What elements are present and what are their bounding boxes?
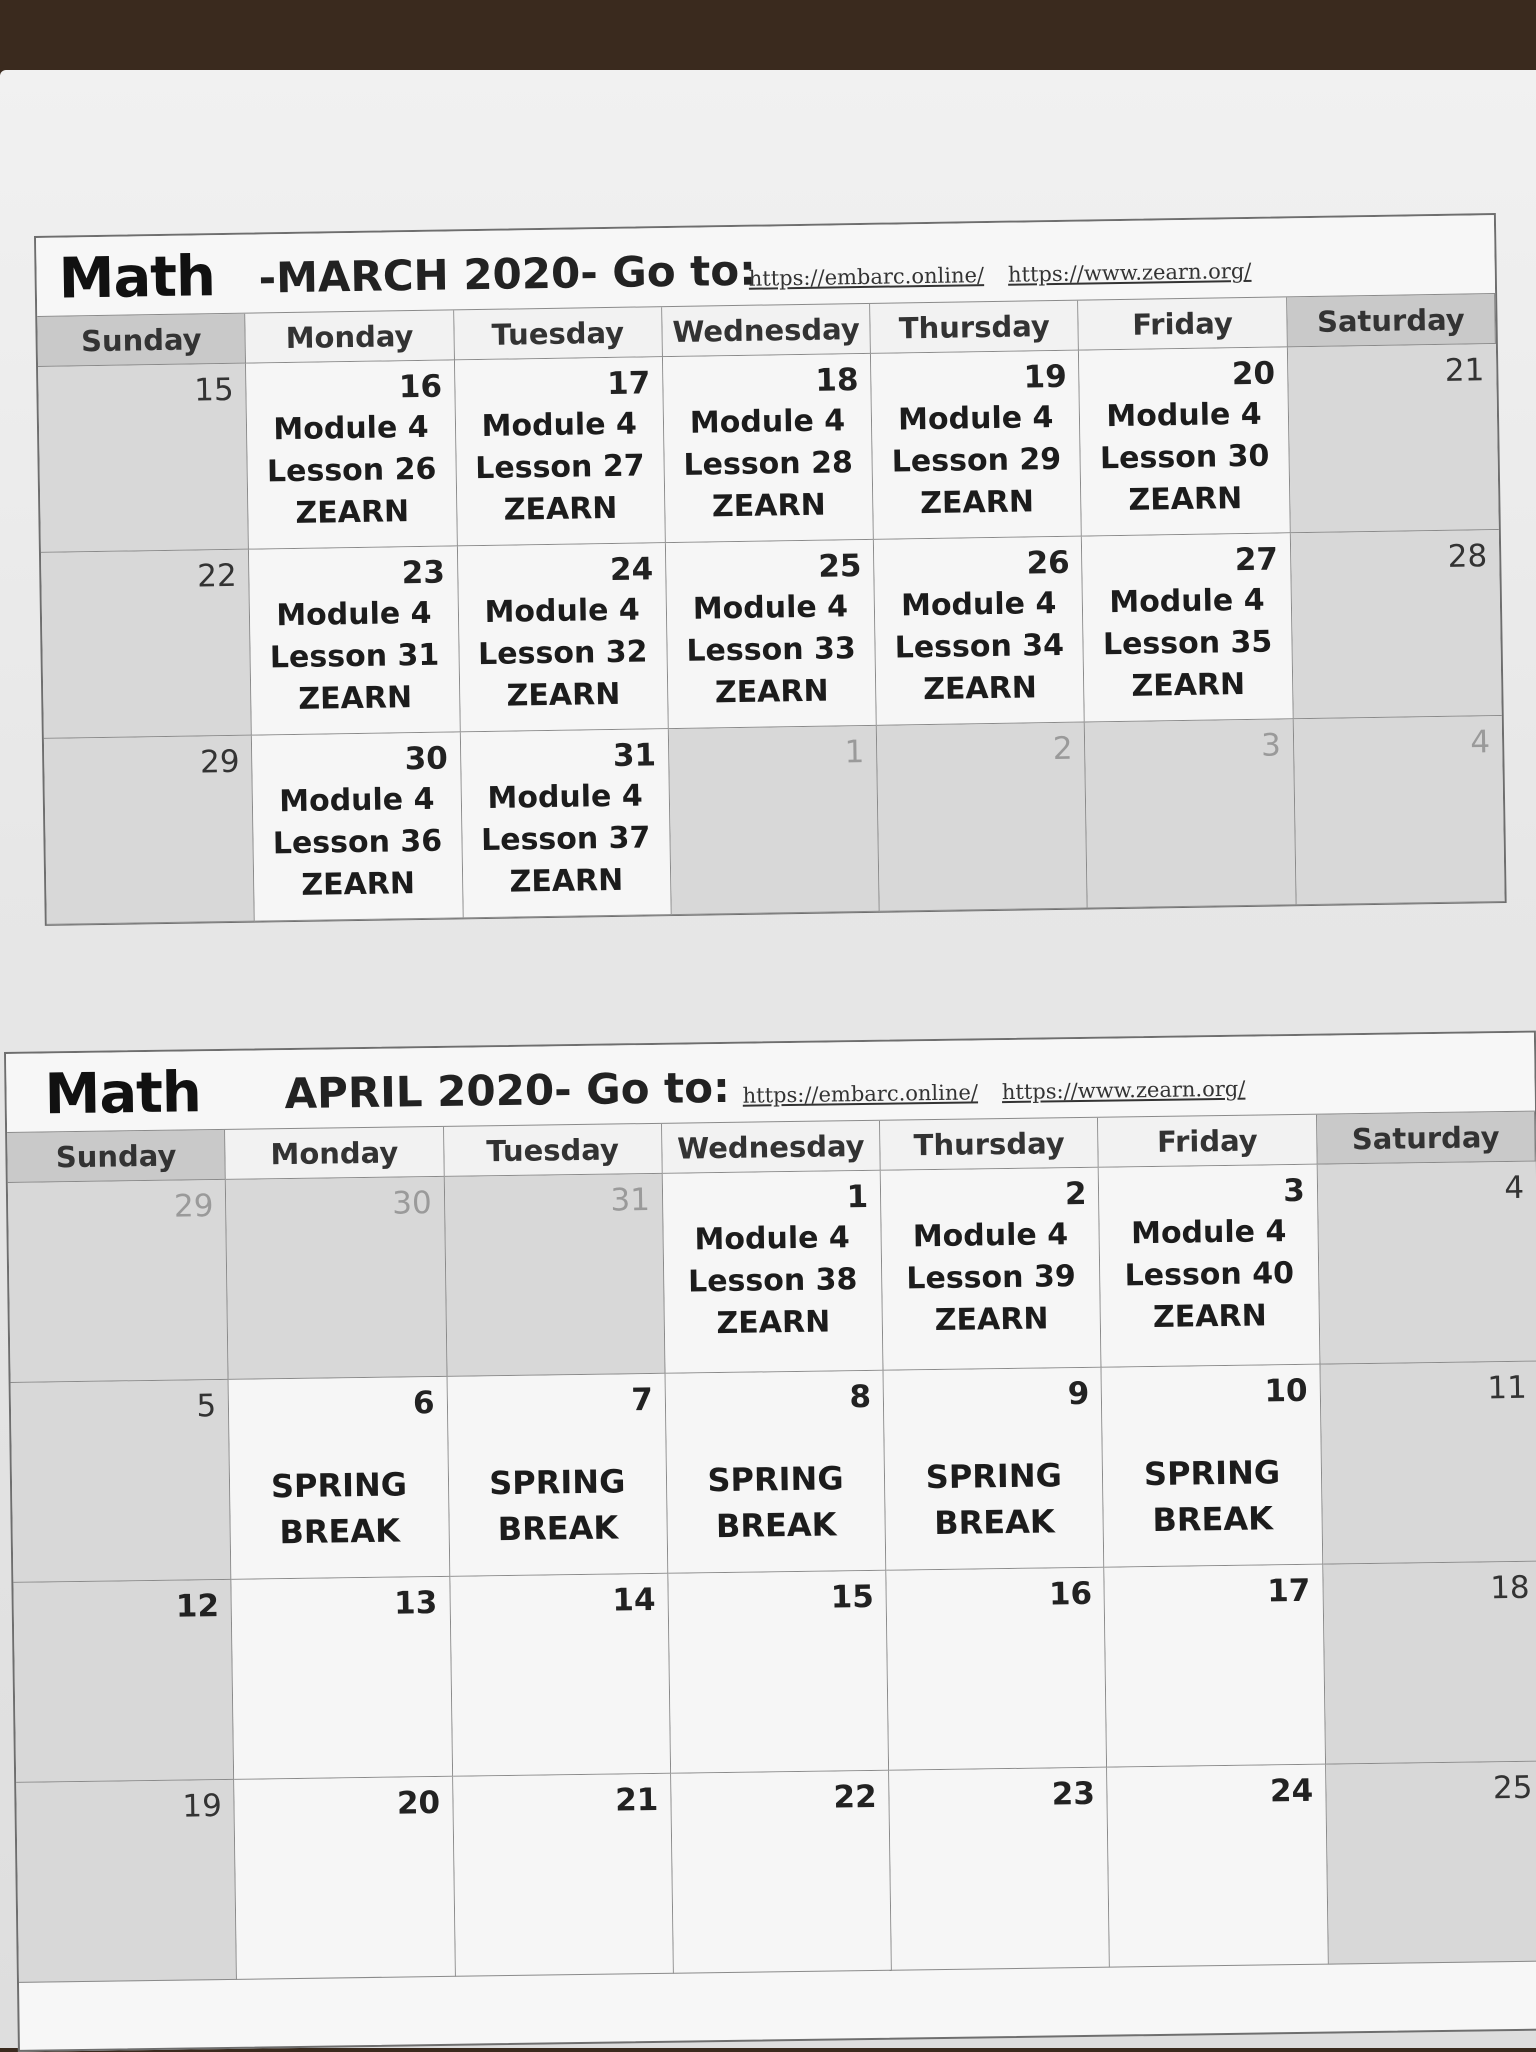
april-day-cell (1317, 1162, 1536, 1365)
assignment-line: ZEARN (922, 670, 1038, 708)
day-number: 20 (396, 1784, 441, 1822)
lesson-assignment (458, 589, 667, 718)
spring-break-note (1103, 1449, 1322, 1544)
april-zearn-link[interactable]: https://www.zearn.org/ (1001, 1076, 1246, 1105)
march-day-cell (455, 357, 666, 546)
march-day-cell (252, 732, 463, 921)
day-number: 23 (1051, 1775, 1096, 1813)
day-number: 19 (182, 1788, 223, 1825)
day-number: 20 (1231, 355, 1276, 393)
march-calendar (34, 213, 1507, 926)
lesson-assignment (461, 775, 670, 904)
day-number: 22 (833, 1778, 877, 1816)
april-day-cell (1320, 1362, 1536, 1565)
march-weekday-saturday: Saturday (1287, 294, 1496, 347)
day-number: 1 (846, 1178, 869, 1216)
day-number: 31 (610, 1181, 651, 1219)
april-weekday-thursday: Thursday (880, 1118, 1099, 1171)
day-number: 18 (1489, 1569, 1530, 1607)
march-day-cell (38, 364, 249, 553)
march-day-cell (457, 543, 668, 732)
april-day-cell (229, 1377, 450, 1580)
april-day-cell (11, 1380, 232, 1583)
day-number: 11 (1487, 1369, 1528, 1407)
assignment-line: ZEARN (711, 487, 826, 525)
assignment-line: Module 4 (689, 403, 846, 441)
day-number: 17 (606, 365, 651, 403)
day-number: 3 (1260, 727, 1282, 764)
march-day-cell (1291, 530, 1502, 719)
march-day-cell (1288, 344, 1499, 533)
assignment-line: Module 4 (273, 409, 429, 448)
lesson-assignment (882, 1214, 1101, 1343)
april-day-cell (1099, 1165, 1320, 1368)
april-calendar (4, 1031, 1536, 2052)
spring-break-note (885, 1452, 1104, 1547)
march-day-cell (1079, 347, 1290, 536)
april-weekday-monday: Monday (225, 1127, 444, 1180)
assignment-line: Lesson 27 (474, 448, 645, 487)
assignment-line: Lesson 35 (1102, 624, 1273, 663)
assignment-line: ZEARN (716, 1304, 831, 1342)
day-number: 3 (1282, 1172, 1306, 1210)
march-subject-label: Math (58, 244, 216, 312)
april-weekday-friday: Friday (1098, 1115, 1317, 1168)
day-number: 30 (404, 740, 449, 778)
april-day-cell (226, 1177, 447, 1380)
april-day-cell (8, 1180, 229, 1383)
april-day-cell (665, 1371, 886, 1574)
day-number: 2 (1064, 1175, 1087, 1213)
lesson-assignment (1080, 393, 1289, 522)
assignment-line: Module 4 (487, 778, 643, 816)
day-number: 29 (199, 743, 240, 781)
day-number: 13 (393, 1585, 438, 1622)
spring-break-note (230, 1461, 449, 1556)
assignment-line: Lesson 32 (477, 634, 648, 673)
day-number: 16 (1048, 1575, 1093, 1613)
april-day-cell (671, 1771, 892, 1974)
assignment-line: Module 4 (276, 595, 432, 634)
march-day-cell (249, 546, 460, 735)
april-day-cell (1323, 1562, 1536, 1765)
day-number: 4 (1470, 724, 1491, 761)
april-day-cell (16, 1780, 237, 1983)
assignment-line: Lesson 26 (266, 451, 437, 490)
assignment-line: ZEARN (1128, 481, 1243, 518)
assignment-line: Lesson 28 (683, 445, 854, 483)
assignment-line: BREAK (715, 1505, 837, 1546)
assignment-line: Lesson 33 (686, 631, 857, 669)
day-number: 31 (612, 737, 657, 774)
april-day-cell (881, 1168, 1102, 1371)
assignment-line: Lesson 40 (1124, 1256, 1295, 1294)
assignment-line: Module 4 (694, 1220, 851, 1258)
march-day-cell (41, 550, 252, 739)
april-weekday-tuesday: Tuesday (444, 1124, 663, 1177)
march-weekday-monday: Monday (246, 310, 455, 363)
day-number: 24 (609, 551, 654, 588)
march-day-cell (246, 360, 457, 549)
assignment-line: ZEARN (301, 866, 416, 903)
april-day-cell (444, 1174, 665, 1377)
april-day-cell (1108, 1765, 1329, 1968)
march-links (749, 259, 1252, 291)
march-day-cell (460, 729, 671, 918)
april-day-cell (668, 1571, 889, 1774)
march-day-cell (669, 726, 880, 915)
day-number: 15 (193, 371, 235, 409)
april-day-grid (8, 1162, 1536, 1983)
assignment-line: BREAK (279, 1511, 401, 1552)
march-zearn-link[interactable]: https://www.zearn.org/ (1007, 258, 1252, 287)
april-embarc-link[interactable]: https://embarc.online/ (742, 1080, 979, 1108)
march-weekday-friday: Friday (1079, 297, 1288, 350)
lesson-assignment (663, 1217, 882, 1346)
lesson-assignment (1083, 579, 1292, 708)
assignment-line: Lesson 39 (906, 1259, 1076, 1297)
march-day-cell (877, 723, 1088, 912)
april-day-cell (447, 1374, 668, 1577)
spring-break-note (667, 1455, 886, 1550)
assignment-line: Lesson 37 (480, 820, 651, 859)
assignment-line: Module 4 (912, 1217, 1069, 1255)
lesson-assignment (1100, 1211, 1319, 1340)
march-day-cell (666, 540, 877, 729)
march-weekday-wednesday: Wednesday (662, 304, 871, 357)
spring-break-note (448, 1458, 667, 1553)
march-title-separator: - (258, 253, 277, 303)
april-weekday-sunday: Sunday (7, 1130, 226, 1183)
day-number: 5 (196, 1388, 217, 1425)
day-number: 7 (630, 1381, 654, 1419)
day-number: 8 (849, 1378, 872, 1416)
assignment-line: Module 4 (900, 585, 1057, 624)
assignment-line: ZEARN (506, 676, 621, 714)
march-day-cell (1082, 533, 1293, 722)
day-number: 1 (844, 734, 865, 771)
day-number: 25 (818, 548, 862, 585)
day-number: 21 (614, 1781, 659, 1819)
lesson-assignment (250, 592, 459, 721)
march-day-cell (44, 736, 255, 925)
lesson-assignment (455, 403, 664, 532)
lesson-assignment (872, 397, 1081, 526)
assignment-line: BREAK (1152, 1499, 1274, 1540)
lesson-assignment (666, 586, 875, 715)
april-day-cell (663, 1171, 884, 1374)
april-day-cell (884, 1368, 1105, 1571)
day-number: 24 (1269, 1772, 1314, 1810)
lesson-assignment (664, 400, 873, 529)
march-day-cell (663, 354, 874, 543)
assignment-line: Lesson 30 (1099, 438, 1270, 477)
assignment-line: SPRING (707, 1459, 844, 1500)
april-subject-label: Math (44, 1060, 202, 1128)
day-number: 23 (401, 554, 446, 592)
day-number: 22 (196, 557, 237, 595)
assignment-line: Lesson 29 (891, 441, 1062, 480)
day-number: 21 (1444, 352, 1485, 389)
march-day-cell (874, 537, 1085, 726)
day-number: 25 (1492, 1769, 1533, 1807)
assignment-line: Lesson 31 (269, 637, 440, 676)
march-day-grid (38, 344, 1505, 925)
assignment-line: Lesson 34 (894, 627, 1065, 666)
april-day-cell (453, 1774, 674, 1977)
april-day-cell (13, 1580, 234, 1783)
march-weekday-thursday: Thursday (870, 301, 1079, 354)
assignment-line: ZEARN (714, 673, 829, 711)
assignment-line: SPRING (270, 1465, 408, 1506)
assignment-line: BREAK (933, 1502, 1055, 1543)
assignment-line: ZEARN (1131, 667, 1246, 704)
lesson-assignment (875, 583, 1084, 712)
march-month-title: -MARCH 2020- Go to: (258, 245, 757, 303)
day-number: 12 (175, 1588, 220, 1625)
day-number: 10 (1264, 1372, 1308, 1410)
assignment-line: Module 4 (481, 406, 638, 444)
april-day-cell (1105, 1565, 1326, 1768)
april-day-cell (1102, 1365, 1323, 1568)
day-number: 29 (173, 1188, 214, 1225)
assignment-line: Module 4 (692, 589, 849, 627)
day-number: 27 (1234, 541, 1279, 579)
lesson-assignment (253, 778, 462, 907)
day-number: 17 (1266, 1572, 1311, 1610)
march-day-cell (871, 351, 1082, 540)
march-weekday-tuesday: Tuesday (454, 307, 663, 360)
april-day-cell (886, 1568, 1107, 1771)
assignment-line: Module 4 (1130, 1214, 1287, 1252)
day-number: 19 (1023, 358, 1068, 396)
day-number: 15 (830, 1578, 875, 1616)
assignment-line: ZEARN (295, 494, 410, 531)
assignment-line: ZEARN (934, 1301, 1049, 1339)
day-number: 14 (612, 1581, 656, 1619)
day-number: 6 (412, 1385, 435, 1422)
assignment-line: ZEARN (919, 484, 1035, 522)
april-day-cell (234, 1777, 455, 1980)
assignment-line: Module 4 (1106, 396, 1262, 435)
assignment-line: Module 4 (1109, 582, 1265, 621)
assignment-line: Module 4 (897, 400, 1054, 438)
march-weekday-sunday: Sunday (37, 314, 246, 367)
assignment-line: Module 4 (484, 592, 641, 630)
april-day-cell (889, 1768, 1110, 1971)
april-day-cell (232, 1577, 453, 1780)
assignment-line: ZEARN (503, 490, 618, 528)
assignment-line: SPRING (1143, 1453, 1281, 1494)
march-day-cell (1293, 716, 1504, 905)
day-number: 28 (1447, 538, 1488, 575)
april-day-cell (1326, 1762, 1536, 1965)
assignment-line: Module 4 (278, 781, 435, 820)
lesson-assignment (247, 406, 456, 535)
assignment-line: ZEARN (1152, 1298, 1267, 1335)
assignment-line: SPRING (925, 1456, 1063, 1497)
day-number: 2 (1052, 730, 1073, 768)
april-day-cell (450, 1574, 671, 1777)
april-links (743, 1077, 1246, 1108)
march-day-cell (1085, 719, 1296, 908)
april-weekday-wednesday: Wednesday (662, 1121, 881, 1174)
assignment-line: BREAK (497, 1508, 619, 1549)
day-number: 26 (1026, 544, 1070, 582)
assignment-line: Lesson 38 (687, 1262, 858, 1300)
day-number: 30 (392, 1185, 432, 1222)
assignment-line: ZEARN (298, 680, 413, 717)
assignment-line: Lesson 36 (272, 823, 443, 862)
assignment-line: ZEARN (509, 862, 624, 900)
april-month-title: APRIL 2020- Go to: (284, 1062, 731, 1119)
april-weekday-saturday: Saturday (1317, 1112, 1536, 1165)
day-number: 16 (398, 368, 443, 406)
march-embarc-link[interactable]: https://embarc.online/ (748, 263, 985, 291)
day-number: 18 (815, 362, 859, 399)
day-number: 9 (1067, 1375, 1090, 1413)
day-number: 4 (1504, 1169, 1525, 1207)
assignment-line: SPRING (488, 1462, 626, 1503)
